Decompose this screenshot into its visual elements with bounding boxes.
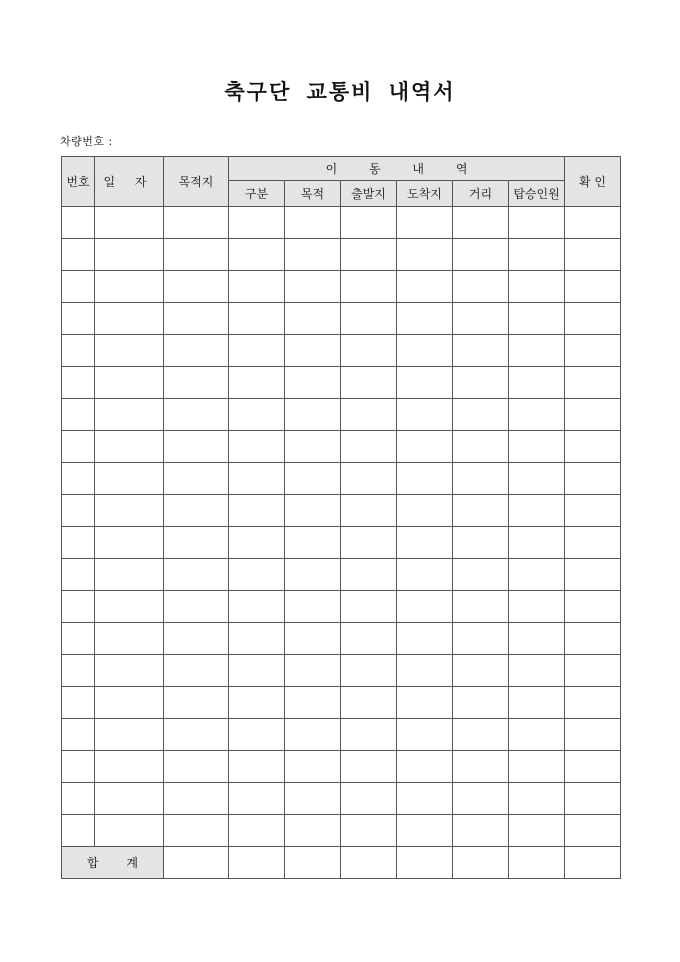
cell-distance[interactable] — [453, 431, 509, 463]
cell-confirm[interactable] — [565, 527, 621, 559]
cell-distance[interactable] — [453, 239, 509, 271]
cell-passengers[interactable] — [509, 815, 565, 847]
cell-no[interactable] — [62, 303, 95, 335]
cell-confirm[interactable] — [565, 655, 621, 687]
cell-departure[interactable] — [341, 623, 397, 655]
cell-arrival[interactable] — [397, 303, 453, 335]
cell-passengers[interactable] — [509, 239, 565, 271]
cell-category[interactable] — [229, 687, 285, 719]
cell-purpose[interactable] — [285, 527, 341, 559]
cell-arrival[interactable] — [397, 783, 453, 815]
cell-passengers[interactable] — [509, 399, 565, 431]
total-cell[interactable] — [229, 847, 285, 879]
cell-destination[interactable] — [164, 399, 229, 431]
total-cell[interactable] — [341, 847, 397, 879]
cell-arrival[interactable] — [397, 271, 453, 303]
cell-no[interactable] — [62, 783, 95, 815]
cell-confirm[interactable] — [565, 335, 621, 367]
cell-departure[interactable] — [341, 815, 397, 847]
cell-category[interactable] — [229, 751, 285, 783]
cell-passengers[interactable] — [509, 367, 565, 399]
vehicle-number-label: 차량번호 : — [60, 135, 113, 148]
cell-date[interactable] — [95, 751, 164, 783]
header-confirm: 확 인 — [565, 157, 621, 207]
cell-purpose[interactable] — [285, 367, 341, 399]
cell-date[interactable] — [95, 239, 164, 271]
cell-distance[interactable] — [453, 303, 509, 335]
cell-distance[interactable] — [453, 495, 509, 527]
cell-no[interactable] — [62, 719, 95, 751]
cell-distance[interactable] — [453, 815, 509, 847]
cell-passengers[interactable] — [509, 207, 565, 239]
table-row — [62, 783, 621, 815]
cell-passengers[interactable] — [509, 495, 565, 527]
cell-destination[interactable] — [164, 303, 229, 335]
cell-no[interactable] — [62, 687, 95, 719]
cell-departure[interactable] — [341, 719, 397, 751]
table-row — [62, 271, 621, 303]
total-cell[interactable] — [164, 847, 229, 879]
cell-destination[interactable] — [164, 687, 229, 719]
table-row — [62, 335, 621, 367]
subheader-passengers: 탑승인원 — [509, 181, 565, 207]
cell-confirm[interactable] — [565, 623, 621, 655]
cell-passengers[interactable] — [509, 335, 565, 367]
table-row — [62, 207, 621, 239]
cell-passengers[interactable] — [509, 431, 565, 463]
cell-category[interactable] — [229, 719, 285, 751]
cell-confirm[interactable] — [565, 719, 621, 751]
cell-destination[interactable] — [164, 559, 229, 591]
cell-confirm[interactable] — [565, 239, 621, 271]
cell-date[interactable] — [95, 303, 164, 335]
cell-distance[interactable] — [453, 335, 509, 367]
cell-category[interactable] — [229, 239, 285, 271]
cell-departure[interactable] — [341, 591, 397, 623]
cell-departure[interactable] — [341, 655, 397, 687]
cell-no[interactable] — [62, 239, 95, 271]
cell-no[interactable] — [62, 463, 95, 495]
cell-no[interactable] — [62, 335, 95, 367]
cell-departure[interactable] — [341, 239, 397, 271]
cell-date[interactable] — [95, 655, 164, 687]
cell-arrival[interactable] — [397, 815, 453, 847]
document-title: 축구단 교통비 내역서 — [224, 79, 456, 104]
cell-arrival[interactable] — [397, 623, 453, 655]
cell-date[interactable] — [95, 335, 164, 367]
cell-purpose[interactable] — [285, 335, 341, 367]
cell-purpose[interactable] — [285, 239, 341, 271]
header-movement-details: 이 동 내 역 — [229, 157, 565, 181]
table-row — [62, 591, 621, 623]
cell-no[interactable] — [62, 207, 95, 239]
cell-arrival[interactable] — [397, 559, 453, 591]
cell-purpose[interactable] — [285, 687, 341, 719]
cell-purpose[interactable] — [285, 783, 341, 815]
cell-confirm[interactable] — [565, 783, 621, 815]
cell-date[interactable] — [95, 495, 164, 527]
cell-arrival[interactable] — [397, 367, 453, 399]
cell-destination[interactable] — [164, 783, 229, 815]
cell-date[interactable] — [95, 591, 164, 623]
cell-category[interactable] — [229, 367, 285, 399]
cell-destination[interactable] — [164, 527, 229, 559]
table-row — [62, 751, 621, 783]
cell-date[interactable] — [95, 783, 164, 815]
cell-distance[interactable] — [453, 399, 509, 431]
cell-passengers[interactable] — [509, 559, 565, 591]
table-row — [62, 463, 621, 495]
cell-destination[interactable] — [164, 655, 229, 687]
cell-distance[interactable] — [453, 783, 509, 815]
cell-purpose[interactable] — [285, 559, 341, 591]
cell-category[interactable] — [229, 303, 285, 335]
cell-no[interactable] — [62, 399, 95, 431]
cell-date[interactable] — [95, 527, 164, 559]
cell-destination[interactable] — [164, 591, 229, 623]
cell-purpose[interactable] — [285, 591, 341, 623]
cell-arrival[interactable] — [397, 687, 453, 719]
subheader-distance: 거리 — [453, 181, 509, 207]
cell-distance[interactable] — [453, 719, 509, 751]
cell-distance[interactable] — [453, 655, 509, 687]
cell-distance[interactable] — [453, 527, 509, 559]
cell-category[interactable] — [229, 559, 285, 591]
cell-departure[interactable] — [341, 463, 397, 495]
cell-departure[interactable] — [341, 367, 397, 399]
cell-destination[interactable] — [164, 815, 229, 847]
cell-category[interactable] — [229, 335, 285, 367]
table-row — [62, 623, 621, 655]
cell-passengers[interactable] — [509, 271, 565, 303]
subheader-departure: 출발지 — [341, 181, 397, 207]
cell-departure[interactable] — [341, 751, 397, 783]
cell-arrival[interactable] — [397, 239, 453, 271]
table-row — [62, 719, 621, 751]
cell-destination[interactable] — [164, 271, 229, 303]
cell-destination[interactable] — [164, 239, 229, 271]
cell-category[interactable] — [229, 623, 285, 655]
cell-distance[interactable] — [453, 559, 509, 591]
total-cell[interactable] — [453, 847, 509, 879]
cell-date[interactable] — [95, 815, 164, 847]
cell-no[interactable] — [62, 559, 95, 591]
cell-arrival[interactable] — [397, 399, 453, 431]
cell-distance[interactable] — [453, 623, 509, 655]
subheader-category: 구분 — [229, 181, 285, 207]
header-date: 일 자 — [95, 157, 164, 207]
cell-date[interactable] — [95, 463, 164, 495]
cell-departure[interactable] — [341, 559, 397, 591]
header-destination: 목적지 — [164, 157, 229, 207]
total-cell[interactable] — [397, 847, 453, 879]
transport-expense-table — [61, 156, 621, 879]
cell-date[interactable] — [95, 687, 164, 719]
cell-no[interactable] — [62, 271, 95, 303]
cell-date[interactable] — [95, 559, 164, 591]
cell-departure[interactable] — [341, 399, 397, 431]
cell-category[interactable] — [229, 783, 285, 815]
table-row — [62, 399, 621, 431]
cell-no[interactable] — [62, 495, 95, 527]
cell-purpose[interactable] — [285, 399, 341, 431]
cell-no[interactable] — [62, 815, 95, 847]
cell-no[interactable] — [62, 367, 95, 399]
cell-destination[interactable] — [164, 623, 229, 655]
cell-date[interactable] — [95, 623, 164, 655]
cell-confirm[interactable] — [565, 559, 621, 591]
table-row — [62, 303, 621, 335]
cell-no[interactable] — [62, 655, 95, 687]
total-label: 합 계 — [62, 847, 164, 879]
table-row — [62, 655, 621, 687]
cell-departure[interactable] — [341, 783, 397, 815]
cell-departure[interactable] — [341, 207, 397, 239]
cell-date[interactable] — [95, 431, 164, 463]
cell-category[interactable] — [229, 431, 285, 463]
cell-purpose[interactable] — [285, 271, 341, 303]
cell-no[interactable] — [62, 591, 95, 623]
cell-purpose[interactable] — [285, 815, 341, 847]
table-row — [62, 559, 621, 591]
table-row — [62, 527, 621, 559]
table-row — [62, 495, 621, 527]
cell-category[interactable] — [229, 463, 285, 495]
cell-confirm[interactable] — [565, 207, 621, 239]
cell-date[interactable] — [95, 719, 164, 751]
table-body — [62, 207, 621, 847]
cell-category[interactable] — [229, 655, 285, 687]
cell-departure[interactable] — [341, 271, 397, 303]
cell-date[interactable] — [95, 271, 164, 303]
cell-distance[interactable] — [453, 591, 509, 623]
cell-departure[interactable] — [341, 335, 397, 367]
cell-destination[interactable] — [164, 495, 229, 527]
cell-passengers[interactable] — [509, 719, 565, 751]
cell-departure[interactable] — [341, 687, 397, 719]
cell-purpose[interactable] — [285, 751, 341, 783]
cell-distance[interactable] — [453, 687, 509, 719]
total-cell[interactable] — [285, 847, 341, 879]
table-row — [62, 815, 621, 847]
cell-no[interactable] — [62, 527, 95, 559]
cell-departure[interactable] — [341, 527, 397, 559]
cell-passengers[interactable] — [509, 463, 565, 495]
cell-distance[interactable] — [453, 463, 509, 495]
cell-confirm[interactable] — [565, 751, 621, 783]
table-row — [62, 431, 621, 463]
cell-arrival[interactable] — [397, 591, 453, 623]
cell-departure[interactable] — [341, 495, 397, 527]
cell-arrival[interactable] — [397, 751, 453, 783]
cell-no[interactable] — [62, 751, 95, 783]
cell-distance[interactable] — [453, 751, 509, 783]
cell-destination[interactable] — [164, 463, 229, 495]
cell-confirm[interactable] — [565, 463, 621, 495]
cell-distance[interactable] — [453, 207, 509, 239]
cell-category[interactable] — [229, 495, 285, 527]
total-cell[interactable] — [509, 847, 565, 879]
cell-date[interactable] — [95, 207, 164, 239]
cell-category[interactable] — [229, 271, 285, 303]
cell-passengers[interactable] — [509, 527, 565, 559]
cell-destination[interactable] — [164, 335, 229, 367]
cell-category[interactable] — [229, 399, 285, 431]
cell-destination[interactable] — [164, 751, 229, 783]
cell-passengers[interactable] — [509, 623, 565, 655]
cell-confirm[interactable] — [565, 399, 621, 431]
cell-purpose[interactable] — [285, 655, 341, 687]
cell-destination[interactable] — [164, 719, 229, 751]
table-row — [62, 367, 621, 399]
cell-purpose[interactable] — [285, 463, 341, 495]
cell-distance[interactable] — [453, 367, 509, 399]
cell-purpose[interactable] — [285, 303, 341, 335]
cell-confirm[interactable] — [565, 687, 621, 719]
cell-purpose[interactable] — [285, 431, 341, 463]
total-row — [62, 847, 621, 879]
cell-passengers[interactable] — [509, 783, 565, 815]
cell-departure[interactable] — [341, 303, 397, 335]
cell-distance[interactable] — [453, 271, 509, 303]
subheader-purpose: 목적 — [285, 181, 341, 207]
header-no: 번호 — [62, 157, 95, 207]
cell-purpose[interactable] — [285, 623, 341, 655]
table-row — [62, 239, 621, 271]
total-cell[interactable] — [565, 847, 621, 879]
cell-category[interactable] — [229, 815, 285, 847]
cell-confirm[interactable] — [565, 431, 621, 463]
cell-passengers[interactable] — [509, 687, 565, 719]
cell-destination[interactable] — [164, 431, 229, 463]
cell-date[interactable] — [95, 399, 164, 431]
cell-category[interactable] — [229, 207, 285, 239]
cell-arrival[interactable] — [397, 431, 453, 463]
cell-confirm[interactable] — [565, 367, 621, 399]
cell-category[interactable] — [229, 527, 285, 559]
cell-passengers[interactable] — [509, 591, 565, 623]
cell-confirm[interactable] — [565, 815, 621, 847]
cell-departure[interactable] — [341, 431, 397, 463]
subheader-arrival: 도착지 — [397, 181, 453, 207]
cell-no[interactable] — [62, 623, 95, 655]
cell-purpose[interactable] — [285, 719, 341, 751]
cell-destination[interactable] — [164, 207, 229, 239]
cell-confirm[interactable] — [565, 495, 621, 527]
cell-destination[interactable] — [164, 367, 229, 399]
cell-arrival[interactable] — [397, 335, 453, 367]
cell-purpose[interactable] — [285, 207, 341, 239]
cell-arrival[interactable] — [397, 527, 453, 559]
cell-confirm[interactable] — [565, 591, 621, 623]
cell-passengers[interactable] — [509, 751, 565, 783]
cell-arrival[interactable] — [397, 207, 453, 239]
cell-date[interactable] — [95, 367, 164, 399]
cell-arrival[interactable] — [397, 719, 453, 751]
cell-purpose[interactable] — [285, 495, 341, 527]
cell-passengers[interactable] — [509, 655, 565, 687]
cell-arrival[interactable] — [397, 463, 453, 495]
table-row — [62, 687, 621, 719]
cell-arrival[interactable] — [397, 495, 453, 527]
cell-no[interactable] — [62, 431, 95, 463]
cell-passengers[interactable] — [509, 303, 565, 335]
cell-confirm[interactable] — [565, 271, 621, 303]
cell-confirm[interactable] — [565, 303, 621, 335]
cell-category[interactable] — [229, 591, 285, 623]
cell-arrival[interactable] — [397, 655, 453, 687]
